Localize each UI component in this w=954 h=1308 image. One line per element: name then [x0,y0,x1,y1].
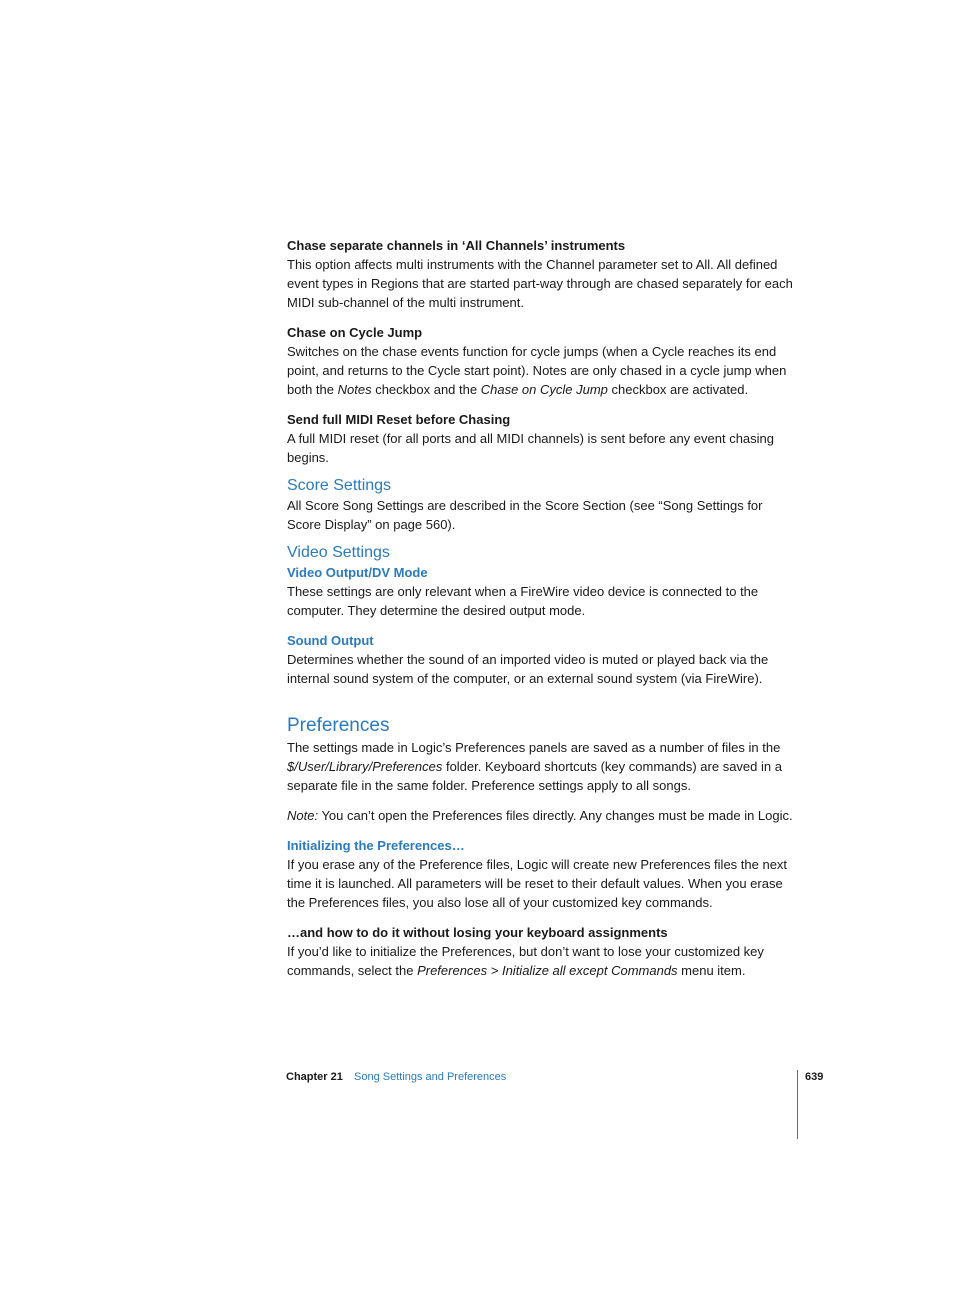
init-preferences-body: If you erase any of the Preference files, Logic will create new Preferences files the next time it is launched. All parameters will be reset to their default values. When you erase the Preferences files, you also lose all of your customized key commands. [287,857,788,910]
init-preferences-heading: Initializing the Preferences… [287,838,465,853]
footer-divider [797,1070,798,1139]
howto-heading: …and how to do it without losing your keyboard assignments [287,925,668,940]
sound-output-heading: Sound Output [287,633,374,648]
chase-cycle-body: Switches on the chase events function for cycle jumps (when a Cycle reaches its end point, and returns to the Cycle start point). Notes are only chased in a cycle jump when both the Notes checkbox and the Chase on Cycle Jump checkbox are activated. [287,344,787,397]
score-settings-body: All Score Song Settings are described in the Score Section (see “Song Settings for Score Display” on page 560). [287,498,763,532]
chase-separate-heading: Chase separate channels in ‘All Channels’ instruments [287,238,626,253]
video-settings-heading: Video Settings [287,544,390,561]
preferences-heading: Preferences [287,715,390,736]
video-output-body: These settings are only relevant when a FireWire video device is connected to the computer. They determine the desired output mode. [287,584,759,618]
preferences-body: The settings made in Logic’s Preferences panels are saved as a number of files in the $/User/Library/Preferences folder. Keyboard shortcuts (key commands) are saved in a separate file in the same folder. Preference settings apply to all songs. [287,740,782,793]
midi-reset-body: A full MIDI reset (for all ports and all MIDI channels) is sent before any event chasing begins. [287,431,775,465]
page-content [287,236,799,980]
video-output-heading: Video Output/DV Mode [287,565,428,580]
howto-body: If you’d like to initialize the Preferences, but don’t want to lose your customized key commands, select the Preferences > Initialize all except Commands menu item. [287,944,764,978]
page-number: 639 [805,1071,824,1083]
footer-chapter: Chapter 21 [286,1071,343,1083]
chase-cycle-heading: Chase on Cycle Jump [287,325,423,340]
chase-separate-body: This option affects multi instruments with the Channel parameter set to All. All defined event types in Regions that are started part-way through are chased separately for each MIDI sub-channel of the multi instrument. [287,257,793,310]
sound-output-body: Determines whether the sound of an imported video is muted or played back via the internal sound system of the computer, or an external sound system (via FireWire). [287,652,769,686]
score-settings-heading: Score Settings [287,477,392,494]
midi-reset-heading: Send full MIDI Reset before Chasing [287,412,511,427]
footer-chapter-title: Song Settings and Preferences [354,1071,507,1083]
preferences-note: Note: You can’t open the Preferences files directly. Any changes must be made in Logic. [287,808,793,823]
